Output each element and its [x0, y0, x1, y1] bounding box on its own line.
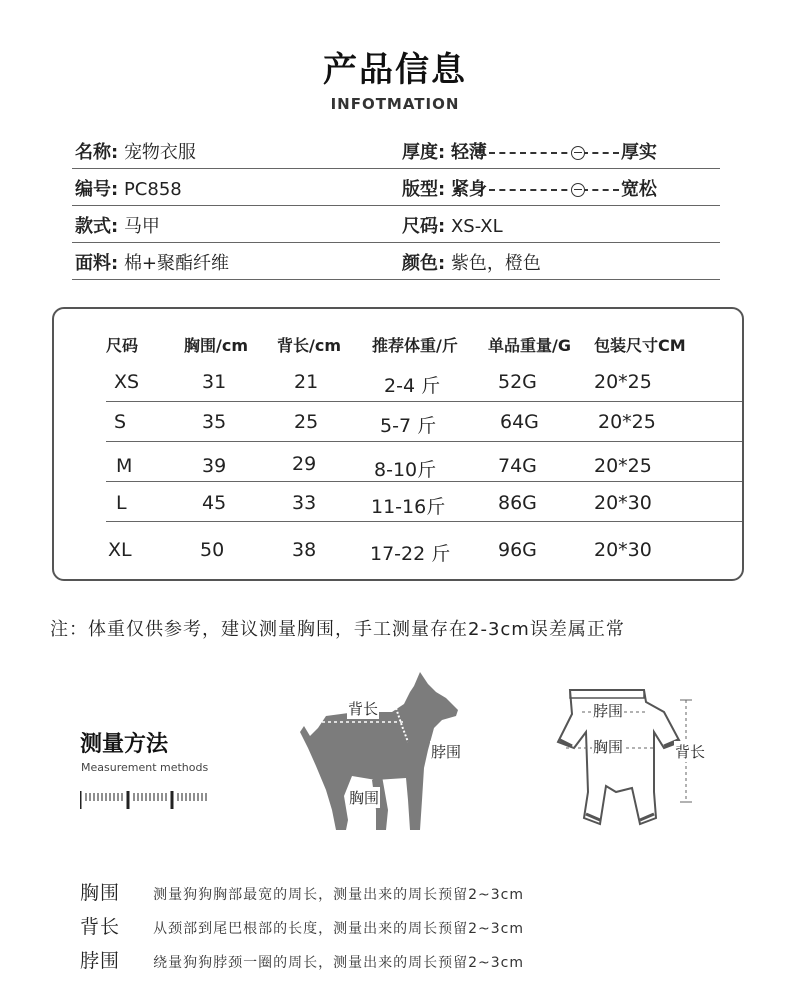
- cell-chest: 31: [202, 371, 227, 393]
- cell-back: 33: [292, 492, 317, 514]
- table-row: [106, 362, 742, 402]
- cell-chest: 39: [202, 455, 227, 477]
- cell-size: L: [116, 492, 127, 514]
- cell-chest: 35: [202, 411, 227, 433]
- method-subtitle: Measurement methods: [81, 761, 209, 774]
- info-color-value: 紫色，橙色: [450, 253, 541, 274]
- info-color: [402, 249, 541, 275]
- cell-package: 20*30: [594, 539, 652, 561]
- info-fabric: [75, 249, 229, 275]
- dog-label-chest: 胸围: [349, 789, 380, 807]
- info-row-code: [72, 169, 720, 206]
- info-thickness-max: 厚实: [620, 142, 657, 163]
- table-row: [106, 442, 742, 482]
- info-name: [75, 138, 196, 164]
- info-fit-max: 宽松: [620, 179, 657, 200]
- cell-item-weight: 74G: [498, 455, 537, 477]
- fit-scale: [489, 184, 619, 196]
- definition-term: 背长: [80, 916, 121, 938]
- cell-weight: 5-7 斤: [380, 415, 437, 437]
- definition-row: [80, 912, 524, 942]
- th-weight: 推荐体重/斤: [372, 336, 458, 355]
- info-row-fabric: [72, 243, 720, 280]
- info-name-label: 名称:: [75, 142, 119, 163]
- garment-label-chest: 胸围: [593, 738, 624, 756]
- definition-term: 胸围: [80, 882, 121, 904]
- definition-row: [80, 878, 524, 908]
- definition-desc: 从颈部到尾巴根部的长度，测量出来的周长预留2~3cm: [153, 921, 524, 937]
- info-color-label: 颜色:: [402, 253, 446, 274]
- ruler-icon: [80, 785, 210, 811]
- cell-back: 38: [292, 539, 317, 561]
- table-row: [106, 402, 742, 442]
- definition-term: 脖围: [80, 950, 121, 972]
- info-size: [402, 212, 503, 238]
- table-row: [106, 482, 742, 522]
- info-size-value: XS-XL: [450, 216, 503, 237]
- info-fit: [402, 175, 657, 201]
- cell-chest: 45: [202, 492, 227, 514]
- info-fabric-value: 棉+聚酯纤维: [123, 253, 230, 274]
- cell-back: 21: [294, 371, 319, 393]
- garment-label-neck: 脖围: [593, 702, 624, 720]
- cell-item-weight: 96G: [498, 539, 537, 561]
- page-title: 产品信息: [323, 50, 467, 90]
- cell-chest: 50: [200, 539, 225, 561]
- size-table: [52, 307, 744, 581]
- page-subtitle: INFOTMATION: [330, 95, 460, 113]
- th-chest: 胸围/cm: [184, 336, 249, 355]
- cell-size: XS: [114, 371, 140, 393]
- cell-item-weight: 64G: [500, 411, 539, 433]
- th-size: 尺码: [106, 336, 139, 355]
- info-style-value: 马甲: [123, 216, 160, 237]
- dog-label-back: 背长: [348, 700, 379, 718]
- info-thickness: [402, 138, 657, 164]
- cell-size: S: [114, 411, 127, 433]
- cell-weight: 17-22 斤: [370, 543, 451, 565]
- info-thickness-min: 轻薄: [450, 142, 487, 163]
- table-row: [106, 522, 742, 565]
- info-fit-min: 紧身: [450, 179, 487, 200]
- info-size-label: 尺码:: [402, 216, 446, 237]
- info-code-value: PC858: [123, 179, 182, 200]
- info-fabric-label: 面料:: [75, 253, 119, 274]
- garment-label-back: 背长: [675, 743, 706, 761]
- cell-package: 20*25: [594, 455, 652, 477]
- cell-package: 20*25: [598, 411, 656, 433]
- weight-note: 注：体重仅供参考，建议测量胸围，手工测量存在2-3cm误差属正常: [50, 619, 625, 640]
- definition-row: [80, 946, 524, 976]
- info-code-label: 编号:: [75, 179, 119, 200]
- cell-package: 20*25: [594, 371, 652, 393]
- dog-label-neck: 脖围: [431, 743, 462, 761]
- cell-size: M: [116, 455, 133, 477]
- cell-weight: 11-16斤: [371, 496, 446, 518]
- cell-item-weight: 52G: [498, 371, 537, 393]
- cell-back: 29: [292, 453, 317, 475]
- info-row-name: [72, 132, 720, 169]
- th-item-weight: 单品重量/G: [488, 336, 571, 355]
- th-back: 背长/cm: [277, 336, 342, 355]
- method-title: 测量方法: [80, 732, 169, 757]
- cell-weight: 8-10斤: [374, 459, 437, 481]
- cell-weight: 2-4 斤: [384, 375, 441, 397]
- info-fit-label: 版型:: [402, 179, 446, 200]
- cell-back: 25: [294, 411, 319, 433]
- info-style-label: 款式:: [75, 216, 119, 237]
- fit-scale-knob: [571, 183, 585, 197]
- thickness-scale-knob: [571, 146, 585, 160]
- cell-size: XL: [108, 539, 132, 561]
- info-name-value: 宠物衣服: [123, 142, 196, 163]
- info-row-style: [72, 206, 720, 243]
- th-package: 包装尺寸CM: [594, 336, 686, 355]
- definition-desc: 测量狗狗胸部最宽的周长，测量出来的周长预留2~3cm: [153, 887, 524, 903]
- cell-package: 20*30: [594, 492, 652, 514]
- info-thickness-label: 厚度:: [402, 142, 446, 163]
- info-style: [75, 212, 160, 238]
- info-code: [75, 175, 182, 201]
- cell-item-weight: 86G: [498, 492, 537, 514]
- definition-desc: 绕量狗狗脖颈一圈的周长，测量出来的周长预留2~3cm: [153, 955, 524, 971]
- thickness-scale: [489, 147, 619, 159]
